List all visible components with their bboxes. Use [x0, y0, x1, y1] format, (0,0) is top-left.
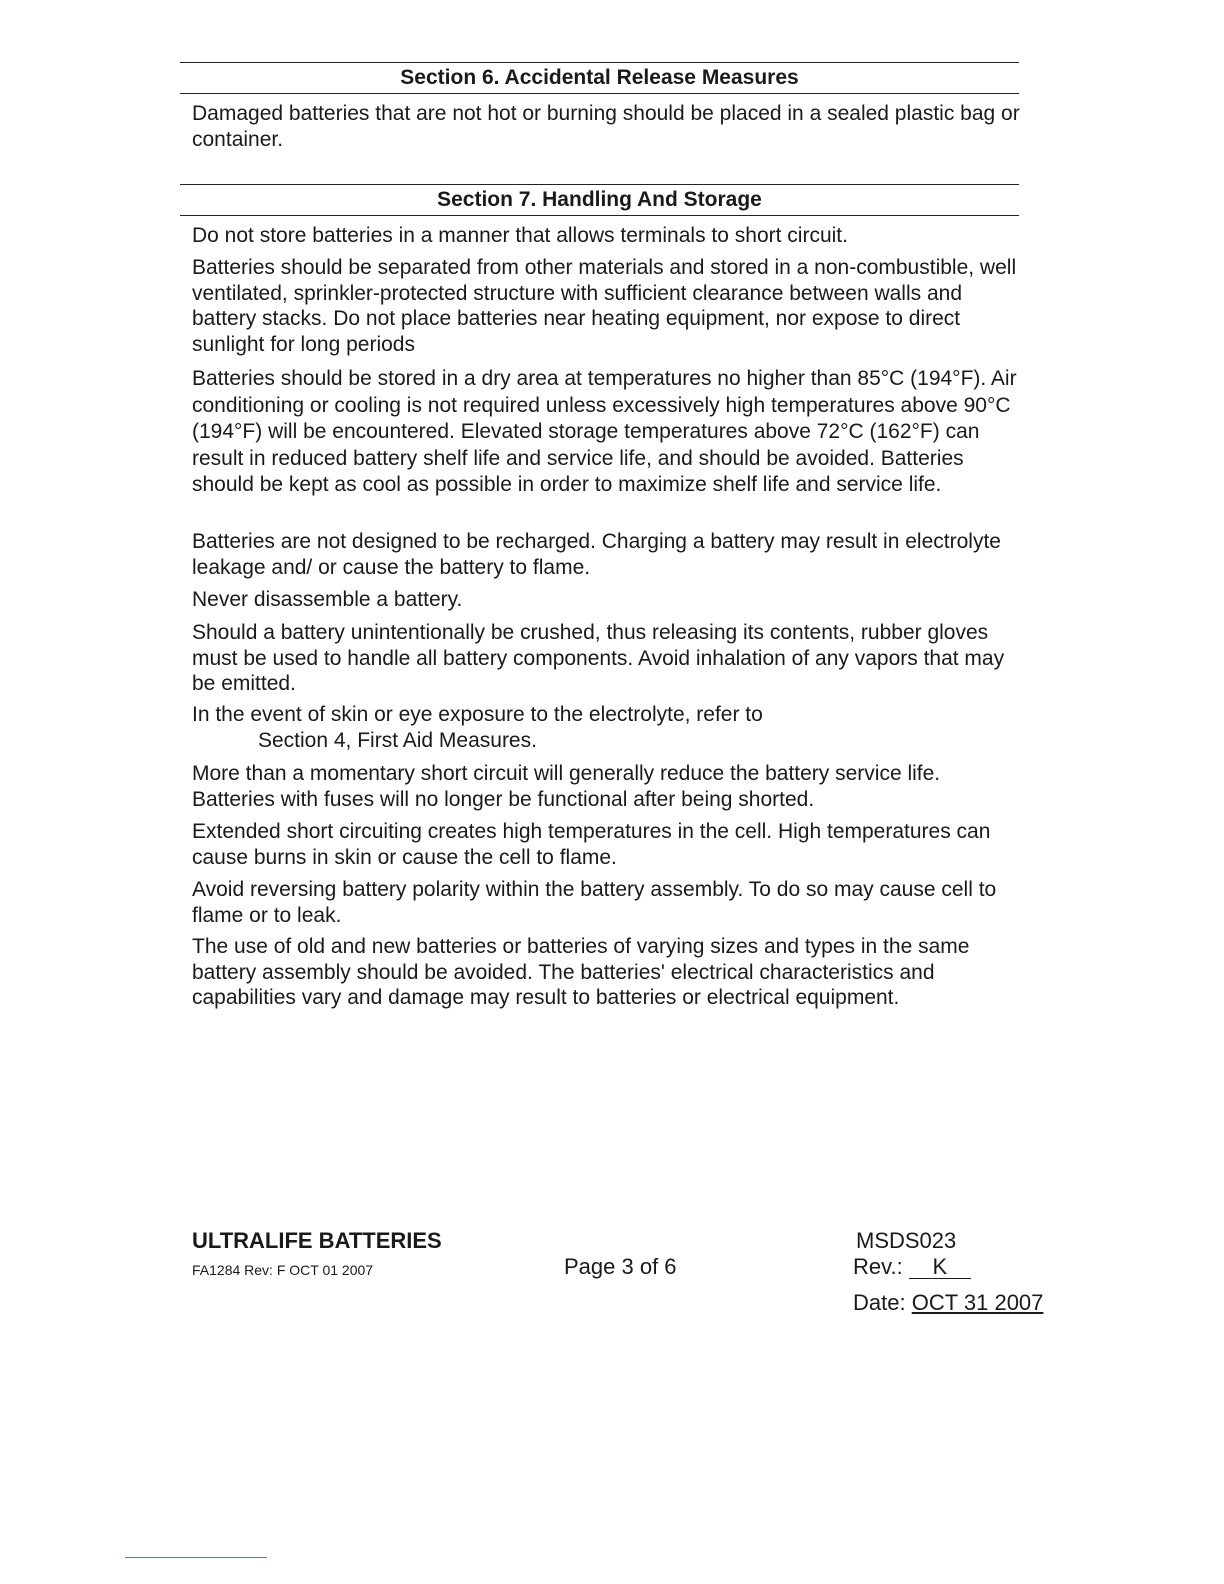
handling-paragraph-9: Extended short circuiting creates high temperatures in the cell. High temperatures can cause burns in skin or cause the cell to flame. — [192, 820, 991, 869]
revision-value: K — [909, 1256, 971, 1279]
revision-label: Rev.: — [853, 1254, 903, 1279]
handling-paragraph-10: Avoid reversing battery polarity within the battery assembly. To do so may cause cell to flame or to leak. — [192, 878, 997, 927]
handling-paragraph-4: Batteries are not designed to be recharged. Charging a battery may result in electrolyte leakage and/ or cause the battery to flame. — [192, 530, 1001, 579]
handling-paragraph-7 — [192, 702, 1022, 753]
section-6-heading: Section 6. Accidental Release Measures — [180, 62, 1019, 94]
first-aid-reference-line: In the event of skin or eye exposure to the electrolyte, refer to — [192, 703, 763, 726]
handling-paragraph-1: Do not store batteries in a manner that allows terminals to short circuit. — [192, 224, 848, 247]
handling-paragraph-5: Never disassemble a battery. — [192, 588, 463, 611]
section-7-heading: Section 7. Handling And Storage — [180, 184, 1019, 216]
bottom-divider — [125, 1557, 267, 1558]
footer-company: ULTRALIFE BATTERIES — [192, 1228, 442, 1253]
date-label: Date: — [853, 1290, 906, 1315]
date-value: OCT 31 2007 — [911, 1290, 1044, 1315]
section-6-text: Damaged batteries that are not hot or burning should be placed in a sealed plastic bag or container. — [192, 102, 1020, 151]
footer-page-number: Page 3 of 6 — [564, 1254, 677, 1279]
footer-revision — [853, 1254, 971, 1280]
footer-msds-id: MSDS023 — [856, 1228, 957, 1253]
handling-paragraph-2: Batteries should be separated from other materials and stored in a non-combustible, well ventilated, sprinkler-protected structure with sufficient clearance between walls and battery stacks. Do not place batteries near heating equipment, nor expose to direct sunlight for long periods — [192, 256, 1017, 356]
handling-paragraph-11: The use of old and new batteries or batteries of varying sizes and types in the same battery assembly should be avoided. The batteries' electrical characteristics and capabilities vary and damage may result to batteries or electrical equipment. — [192, 935, 970, 1009]
first-aid-reference: Section 4, First Aid Measures. — [258, 728, 537, 752]
handling-paragraph-6: Should a battery unintentionally be crushed, thus releasing its contents, rubber gloves must be used to handle all battery components. Avoid inhalation of any vapors that may be emitted. — [192, 621, 1005, 695]
footer-form-number: FA1284 Rev: F OCT 01 2007 — [192, 1262, 374, 1278]
handling-paragraph-8: More than a momentary short circuit will generally reduce the battery service life. Batteries with fuses will no longer be functional after being shorted. — [192, 762, 941, 811]
handling-paragraph-3: Batteries should be stored in a dry area at temperatures no higher than 85°C (194°F). Air conditioning or cooling is not required unless excessively high temperatures above 90°C (194°F) will be encountered. Elevated storage temperatures above 72°C (162°F) can result in reduced battery shelf life and service life, and should be avoided. Batteries should be kept as cool as possible in order to maximize shelf life and service life. — [192, 367, 1017, 496]
footer-date — [853, 1290, 1043, 1316]
